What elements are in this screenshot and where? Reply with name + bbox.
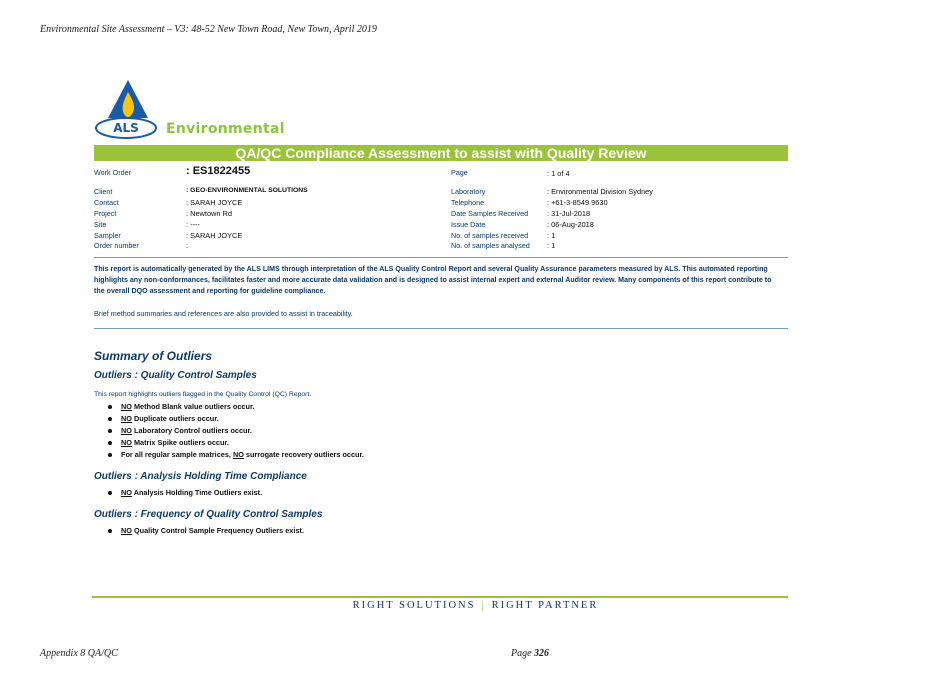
samples-analysed-label: No. of samples analysed <box>451 241 530 250</box>
client-value: : GEO-ENVIRONMENTAL SOLUTIONS <box>186 187 308 194</box>
sampler-label: Sampler <box>94 231 121 240</box>
frequency-list <box>108 525 304 537</box>
telephone-value: : +61-3-8549 9630 <box>547 198 608 207</box>
sampler-value: : SARAH JOYCE <box>186 231 243 240</box>
list-item: NO Laboratory Control outliers occur. <box>108 425 364 437</box>
als-logo <box>94 78 166 140</box>
brand-text: Environmental <box>166 121 285 137</box>
date-received-value: : 31-Jul-2018 <box>547 209 591 218</box>
document-header: Environmental Site Assessment – V3: 48-52 New Town Road, New Town, April 2019 <box>40 24 377 35</box>
brief-paragraph: Brief method summaries and references are also provided to assist in traceability. <box>94 309 353 318</box>
list-item: NO Method Blank value outliers occur. <box>108 401 364 413</box>
holding-time-heading: Outliers : Analysis Holding Time Compliance <box>94 471 307 482</box>
contact-value: : SARAH JOYCE <box>186 198 243 207</box>
laboratory-label: Laboratory <box>451 187 486 196</box>
issue-date-label: Issue Date <box>451 220 486 229</box>
page-number: Page 326 <box>511 648 550 659</box>
samples-received-label: No. of samples received <box>451 231 529 240</box>
banner-title: QA/QC Compliance Assessment to assist with Quality Review <box>94 145 788 161</box>
list-item: NO Analysis Holding Time Outliers exist. <box>108 487 262 499</box>
samples-analysed-value: : 1 <box>547 241 556 250</box>
qc-heading: Outliers : Quality Control Samples <box>94 370 257 381</box>
qc-outlier-list <box>108 401 364 461</box>
list-item: NO Matrix Spike outliers occur. <box>108 437 364 449</box>
page-info-label: Page <box>451 168 468 177</box>
work-order-value: : ES1822455 <box>186 165 251 177</box>
intro-paragraph: This report is automatically generated by the ALS LIMS through interpretation of the ALS Quality Control Report and several Quality Assurance parameters measured by ALS. This automated reporting highlights any non-conformances, facilitates faster and more accurate data validation and is designed to assist internal expert and external Auditor review. Many components of this report contribute to the overall DQO assessment and reporting for guideline compliance. <box>94 265 772 295</box>
order-number-value: : <box>186 241 189 250</box>
issue-date-value: : 06-Aug-2018 <box>547 220 594 229</box>
work-order-label: Work Order <box>94 168 132 177</box>
list-item: NO Duplicate outliers occur. <box>108 413 364 425</box>
site-label: Site <box>94 220 107 229</box>
divider-top <box>94 257 788 258</box>
appendix-label: Appendix 8 QA/QC <box>40 648 118 659</box>
frequency-heading: Outliers : Frequency of Quality Control Samples <box>94 509 323 520</box>
qc-note: This report highlights outliers flagged in the Quality Control (QC) Report. <box>94 391 312 398</box>
list-item: For all regular sample matrices, NO surrogate recovery outliers occur. <box>108 449 364 461</box>
list-item: NO Quality Control Sample Frequency Outliers exist. <box>108 525 304 537</box>
divider-bottom <box>94 328 788 329</box>
order-number-label: Order number <box>94 241 139 250</box>
summary-heading: Summary of Outliers <box>94 349 213 363</box>
date-received-label: Date Samples Received <box>451 209 529 218</box>
telephone-label: Telephone <box>451 198 485 207</box>
logo-text: ALS <box>113 121 139 135</box>
project-value: : Newtown Rd <box>186 209 233 218</box>
contact-label: Contact <box>94 198 119 207</box>
site-value: : ---- <box>186 220 200 229</box>
page-info-value: : 1 of 4 <box>547 169 570 178</box>
holding-time-list <box>108 487 262 499</box>
client-label: Client <box>94 187 113 196</box>
footer-rule <box>92 596 788 598</box>
project-label: Project <box>94 209 117 218</box>
samples-received-value: : 1 <box>547 231 556 240</box>
laboratory-value: : Environmental Division Sydney <box>547 187 653 196</box>
tagline: RIGHT SOLUTIONS | RIGHT PARTNER <box>352 600 599 611</box>
